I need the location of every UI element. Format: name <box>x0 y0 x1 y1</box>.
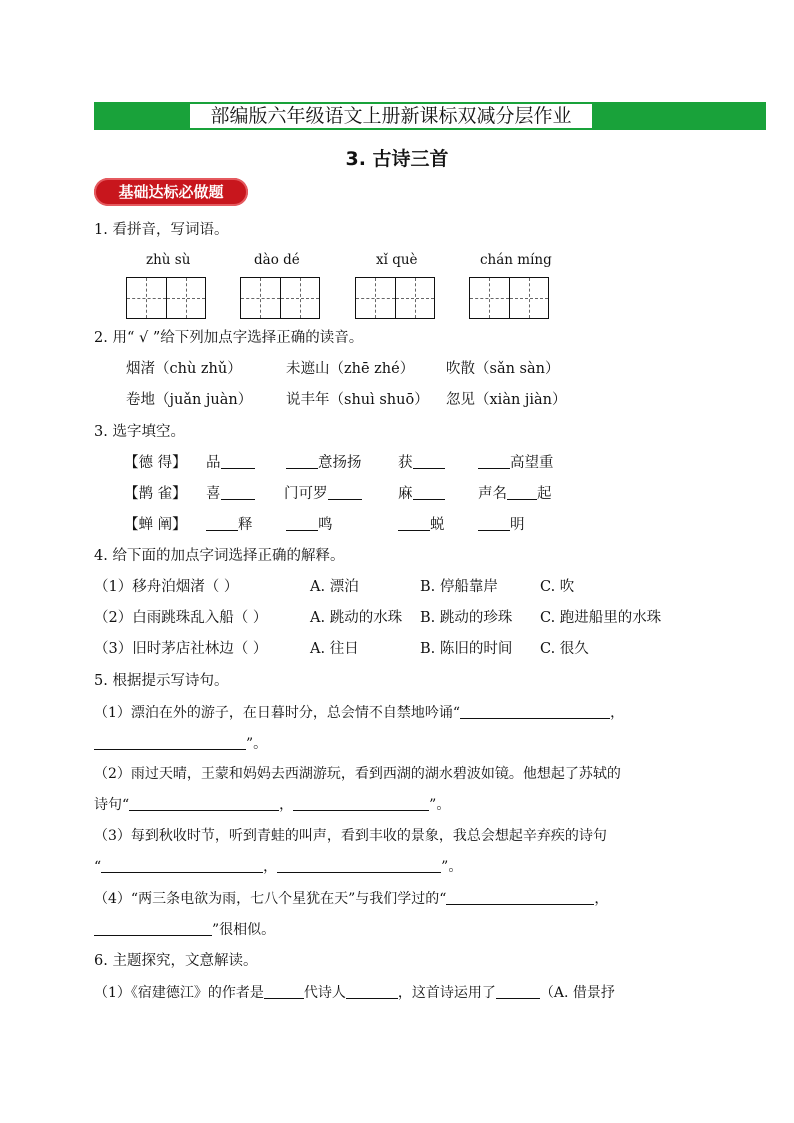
q4-row1-c: C. 吹 <box>540 579 575 595</box>
question-5-title: 5. 根据提示写诗句。 <box>94 673 229 689</box>
q2-item-6: 忽见（xiàn jiàn） <box>446 392 567 408</box>
q3-row2-b: 门可罗 <box>284 484 362 504</box>
q5-part3-line2: “ ， ”。 <box>94 859 463 875</box>
q3-row1-b: 意扬扬 <box>286 453 362 473</box>
q4-row2-b: B. 跳动的珍珠 <box>420 610 513 626</box>
q4-row2-a: A. 跳动的水珠 <box>310 610 403 626</box>
q6-part1-line1: （1）《宿建德江》的作者是 代诗人 ，这首诗运用了 （A. 借景抒 <box>94 985 615 1001</box>
q3-row1-label: 【德 得】 <box>124 455 187 471</box>
q4-row2-c: C. 跑进船里的水珠 <box>540 610 662 626</box>
writing-grid-3[interactable] <box>355 277 435 319</box>
q3-row3-a: 释 <box>206 515 253 535</box>
q4-row3-q: （3）旧时茅店社林边（ ） <box>94 641 268 657</box>
writing-grid-4[interactable] <box>469 277 549 319</box>
writing-grid-1[interactable] <box>126 277 206 319</box>
q4-row2-q: （2）白雨跳珠乱入船（ ） <box>94 610 268 626</box>
q5-part2-line1: （2）雨过天晴，王蒙和妈妈去西湖游玩，看到西湖的湖水碧波如镜。他想起了苏轼的 <box>94 766 621 782</box>
q3-row2-label: 【鹊 雀】 <box>124 486 187 502</box>
banner-title: 部编版六年级语文上册新课标双减分层作业 <box>190 104 592 128</box>
q2-item-1: 烟渚（chù zhǔ） <box>126 361 242 377</box>
q2-item-5: 说丰年（shuì shuō） <box>286 392 429 408</box>
question-6-title: 6. 主题探究，文意解读。 <box>94 953 258 969</box>
q5-part1-line1: （1）漂泊在外的游子，在日暮时分，总会情不自禁地吟诵“ ， <box>94 705 625 721</box>
pinyin-3: xǐ què <box>376 252 418 268</box>
writing-grid-2[interactable] <box>240 277 320 319</box>
q3-row1-c: 获 <box>398 453 445 473</box>
q3-row3-c: 蜕 <box>398 515 445 535</box>
pinyin-4: chán míng <box>480 252 552 268</box>
section-badge: 基础达标必做题 <box>94 178 248 206</box>
question-2-title: 2. 用“ √ ”给下列加点字选择正确的读音。 <box>94 330 364 346</box>
q5-part4-line1: （4）“两三条电欲为雨，七八个星犹在天”与我们学过的“ ， <box>94 891 609 907</box>
q3-row3-d: 明 <box>478 515 525 535</box>
q2-item-2: 未遮山（zhē zhé） <box>286 361 415 377</box>
q5-part3-line1: （3）每到秋收时节，听到青蛙的叫声，看到丰收的景象，我总会想起辛弃疾的诗句 <box>94 828 607 844</box>
q4-row3-b: B. 陈旧的时间 <box>420 641 513 657</box>
pinyin-2: dào dé <box>254 252 300 268</box>
q3-row2-d: 声名 起 <box>478 486 552 502</box>
q5-part1-line2: ”。 <box>94 734 267 754</box>
q3-row2-c: 麻 <box>398 484 445 504</box>
q5-part4-line2: ”很相似。 <box>94 920 275 940</box>
q3-row1-d: 高望重 <box>478 453 554 473</box>
pinyin-1: zhù sù <box>146 252 191 268</box>
q2-item-3: 吹散（sǎn sàn） <box>446 361 560 377</box>
q4-row3-c: C. 很久 <box>540 641 589 657</box>
q3-row1-a: 品 <box>206 453 255 473</box>
q5-part2-line2: 诗句“ ， ”。 <box>94 797 451 813</box>
page-title: 3. 古诗三首 <box>345 148 449 170</box>
question-3-title: 3. 选字填空。 <box>94 424 185 440</box>
q4-row1-q: （1）移舟泊烟渚（ ） <box>94 579 239 595</box>
question-4-title: 4. 给下面的加点字词选择正确的解释。 <box>94 548 345 564</box>
q3-row3-b: 鸣 <box>286 515 333 535</box>
q4-row3-a: A. 往日 <box>310 641 359 657</box>
q4-row1-b: B. 停船靠岸 <box>420 579 498 595</box>
q2-item-4: 卷地（juǎn juàn） <box>126 392 253 408</box>
q3-row2-a: 喜 <box>206 484 255 504</box>
q3-row3-label: 【蝉 阐】 <box>124 517 187 533</box>
question-1-title: 1. 看拼音，写词语。 <box>94 222 229 238</box>
q4-row1-a: A. 漂泊 <box>310 579 359 595</box>
